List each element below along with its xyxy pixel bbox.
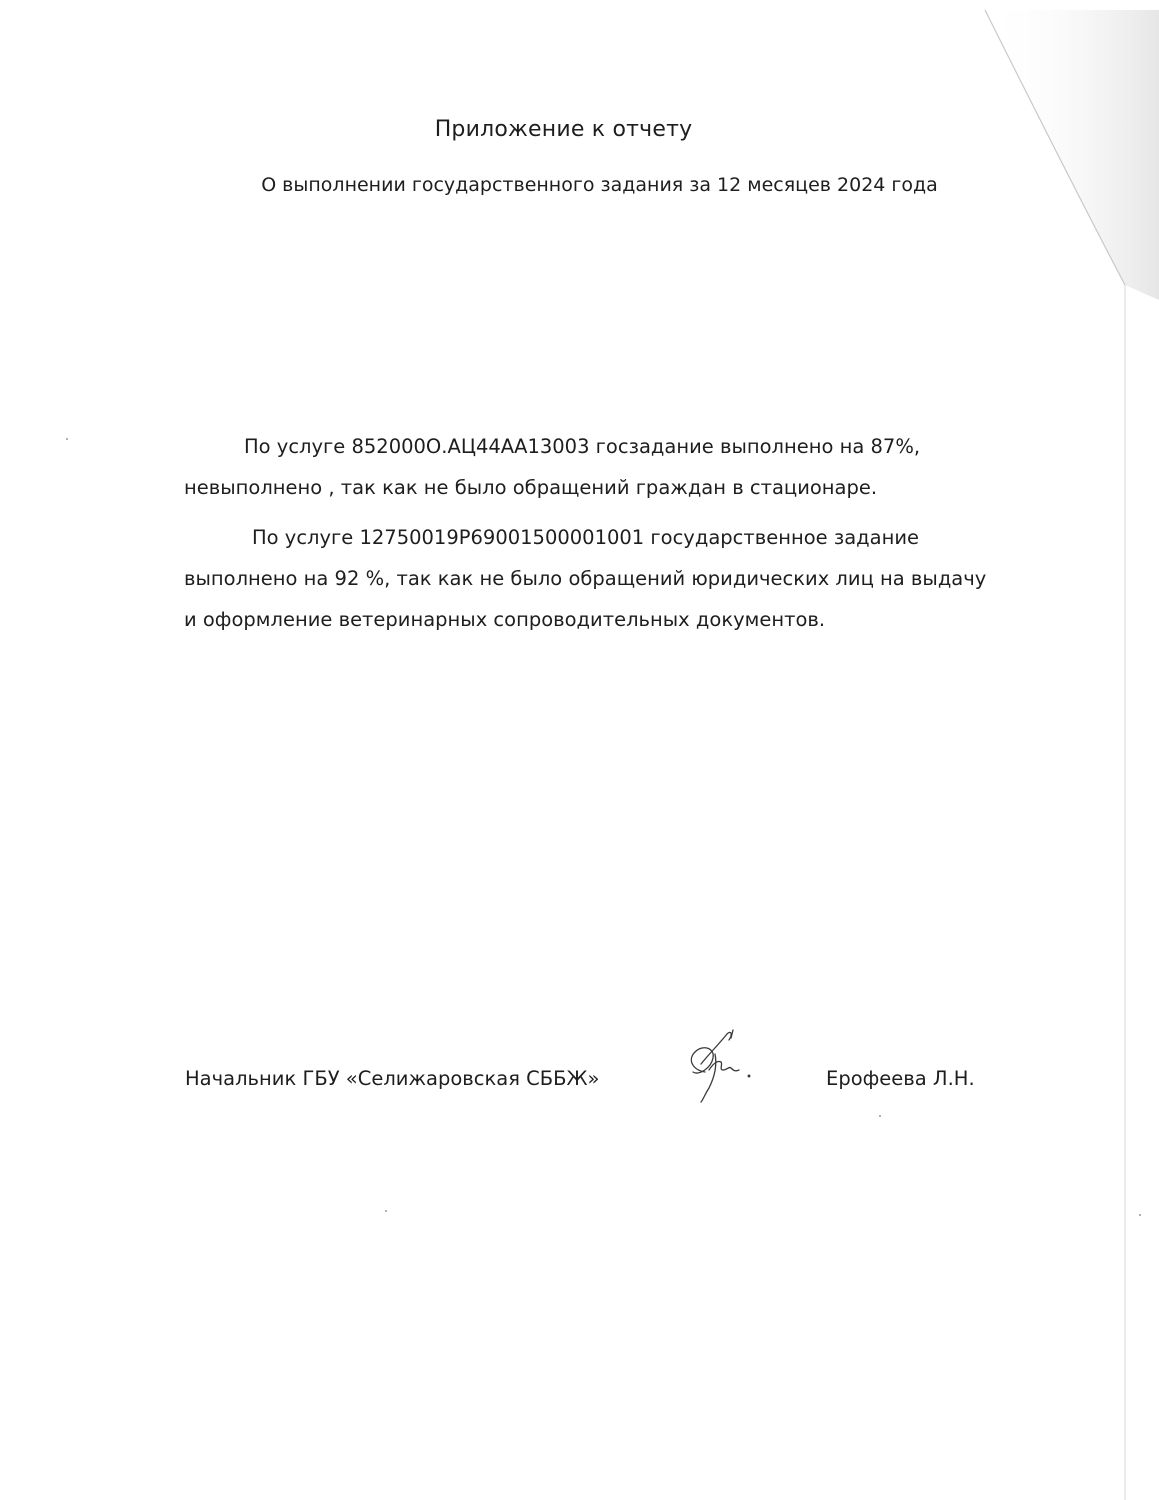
scan-speck	[66, 438, 68, 440]
scan-speck	[385, 1210, 387, 1212]
paragraph-service-2	[184, 517, 1044, 640]
scan-speck	[879, 1115, 881, 1117]
handwritten-signature	[675, 1024, 755, 1104]
paragraph-2-line-3: и оформление ветеринарных сопроводительных документов.	[184, 608, 826, 631]
signatory-name: Ерофеева Л.Н.	[826, 1067, 975, 1090]
document-subtitle: О выполнении государственного задания за 12 месяцев 2024 года	[261, 174, 938, 196]
document-title: Приложение к отчету	[434, 117, 693, 142]
paragraph-service-1	[184, 426, 1044, 508]
paragraph-2-line-2: выполнено на 92 %, так как не было обращений юридических лиц на выдачу	[184, 567, 987, 590]
scan-speck	[1139, 1214, 1141, 1216]
paragraph-1-line-2: невыполнено , так как не было обращений граждан в стационаре.	[184, 476, 878, 499]
paragraph-2-line-1: По услуге 12750019Р69001500001001 государственное задание	[252, 526, 920, 549]
signatory-position: Начальник ГБУ «Селижаровская СББЖ»	[185, 1067, 600, 1090]
paragraph-1-line-1: По услуге 852000О.АЦ44АА13003 госзадание выполнено на 87%,	[244, 435, 921, 458]
